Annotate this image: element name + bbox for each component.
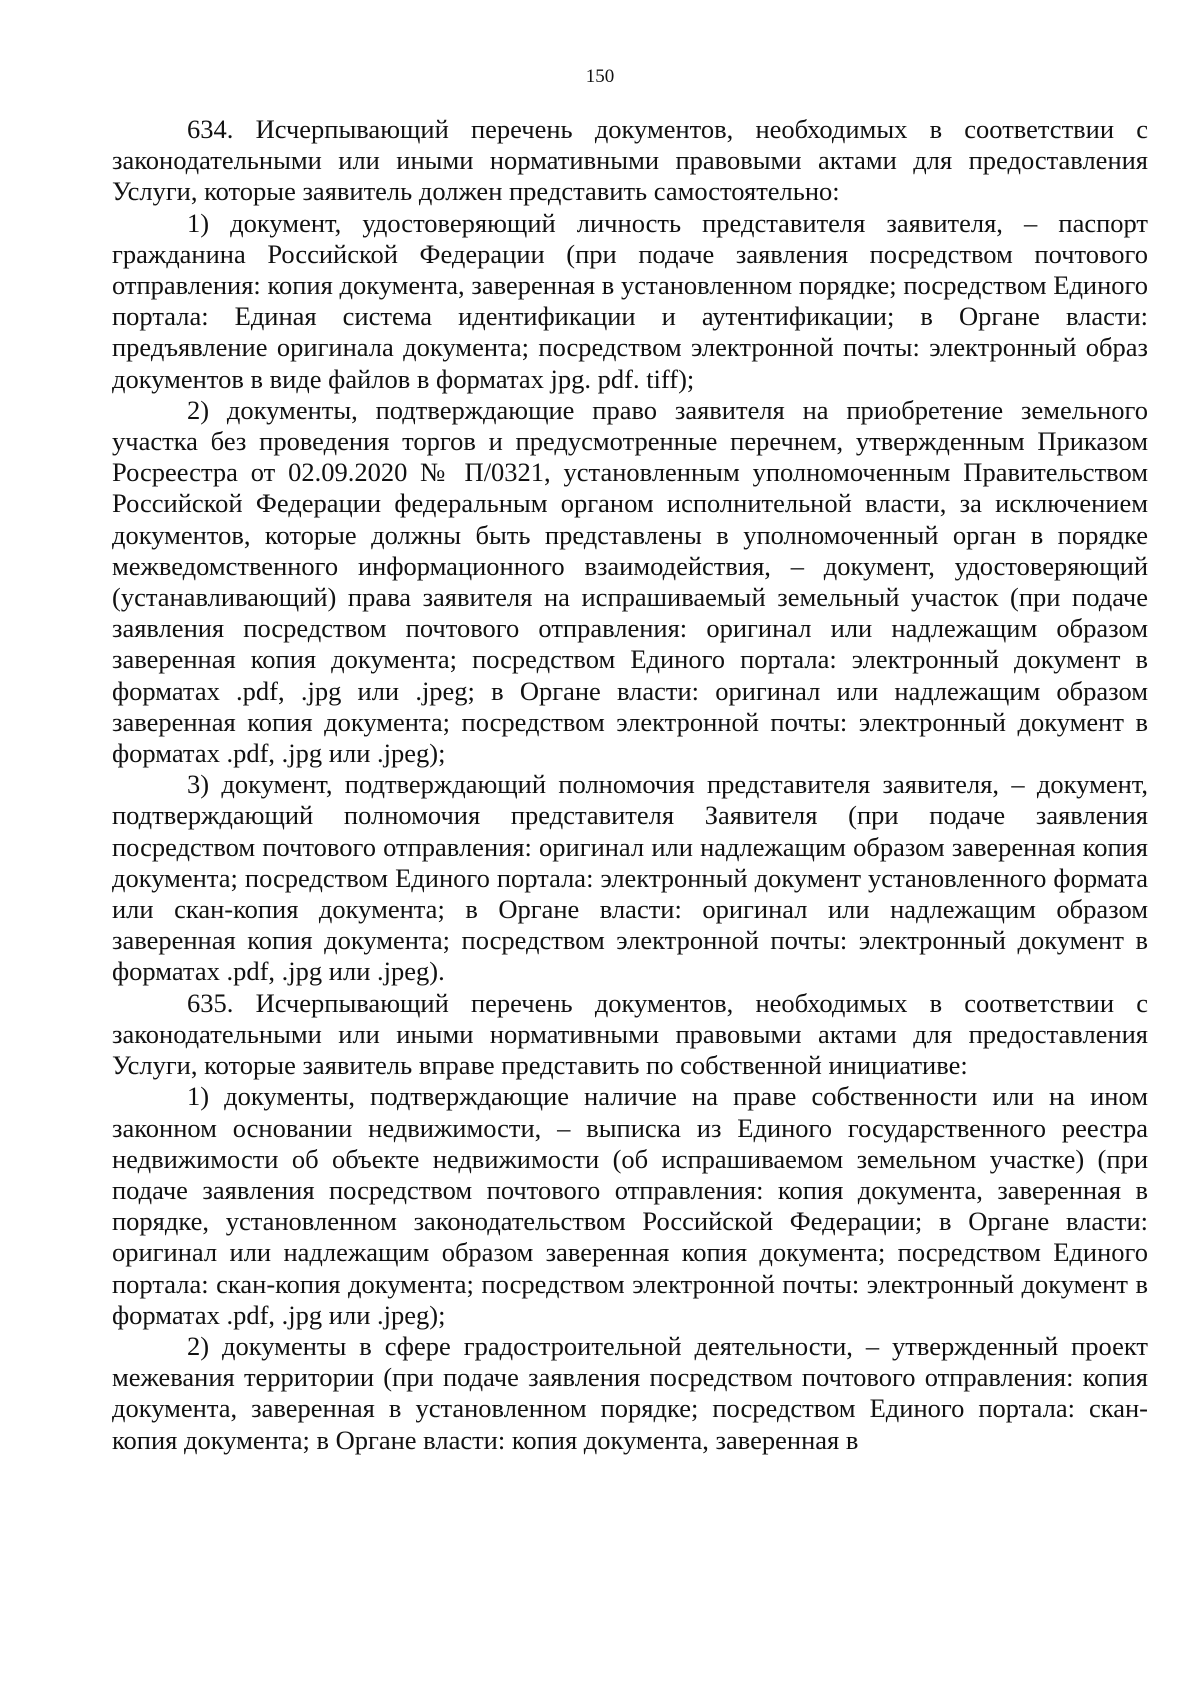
paragraph-634: 634. Исчерпывающий перечень документов, необходимых в соответствии с законодательными или иными нормативными правовыми актами для предоставления Услуги, которые заявитель должен представить самостоятельно:: [112, 114, 1148, 207]
paragraph-634-item-2: 2) документы, подтверждающие право заявителя на приобретение земельного участка без проведения торгов и предусмотренные перечнем, утвержденным Приказом Росреестра от 02.09.2020 № П/0321, установленным уполномоченным Правительством Российской Федерации федеральным органом исполнительной власти, за исключением документов, которые должны быть представлены в уполномоченный орган в порядке межведомственного информационного взаимодействия, – документ, удостоверяющий (устанавливающий) права заявителя на испрашиваемый земельный участок (при подаче заявления посредством почтового отправления: оригинал или надлежащим образом заверенная копия документа; посредством Единого портала: электронный документ в форматах .pdf, .jpg или .jpeg; в Органе власти: оригинал или надлежащим образом заверенная копия документа; посредством электронной почты: электронный документ в форматах .pdf, .jpg или .jpeg);: [112, 394, 1148, 769]
paragraph-634-item-3: 3) документ, подтверждающий полномочия представителя заявителя, – документ, подтверждающий полномочия представителя Заявителя (при подаче заявления посредством почтового отправления: оригинал или надлежащим образом заверенная копия документа; посредством Единого портала: электронный документ установленного формата или скан-копия документа; в Органе власти: оригинал или надлежащим образом заверенная копия документа; посредством электронной почты: электронный документ в форматах .pdf, .jpg или .jpeg).: [112, 769, 1148, 987]
paragraph-635: 635. Исчерпывающий перечень документов, необходимых в соответствии с законодательными или иными нормативными правовыми актами для предоставления Услуги, которые заявитель вправе представить по собственной инициативе:: [112, 987, 1148, 1081]
paragraph-635-item-1: 1) документы, подтверждающие наличие на праве собственности или на ином законном основании недвижимости, – выписка из Единого государственного реестра недвижимости об объекте недвижимости (об испрашиваемом земельном участке) (при подаче заявления посредством почтового отправления: копия документа, заверенная в порядке, установленном законодательством Российской Федерации; в Органе власти: оригинал или надлежащим образом заверенная копия документа; посредством Единого портала: скан-копия документа; посредством электронной почты: электронный документ в форматах .pdf, .jpg или .jpeg);: [112, 1081, 1148, 1330]
document-body: [112, 114, 1148, 1456]
page-number: 150: [585, 66, 615, 87]
paragraph-634-item-1: 1) документ, удостоверяющий личность представителя заявителя, – паспорт гражданина Российской Федерации (при подаче заявления посредством почтового отправления: копия документа, заверенная в установленном порядке; посредством Единого портала: Единая система идентификации и аутентификации; в Органе власти: предъявление оригинала документа; посредством электронной почты: электронный образ документов в виде файлов в форматах jpg. pdf. tiff);: [112, 207, 1148, 394]
paragraph-635-item-2: 2) документы в сфере градостроительной деятельности, – утвержденный проект межевания территории (при подаче заявления посредством почтового отправления: копия документа, заверенная в установленном порядке; посредством Единого портала: скан-копия документа; в Органе власти: копия документа, заверенная в: [112, 1330, 1148, 1455]
